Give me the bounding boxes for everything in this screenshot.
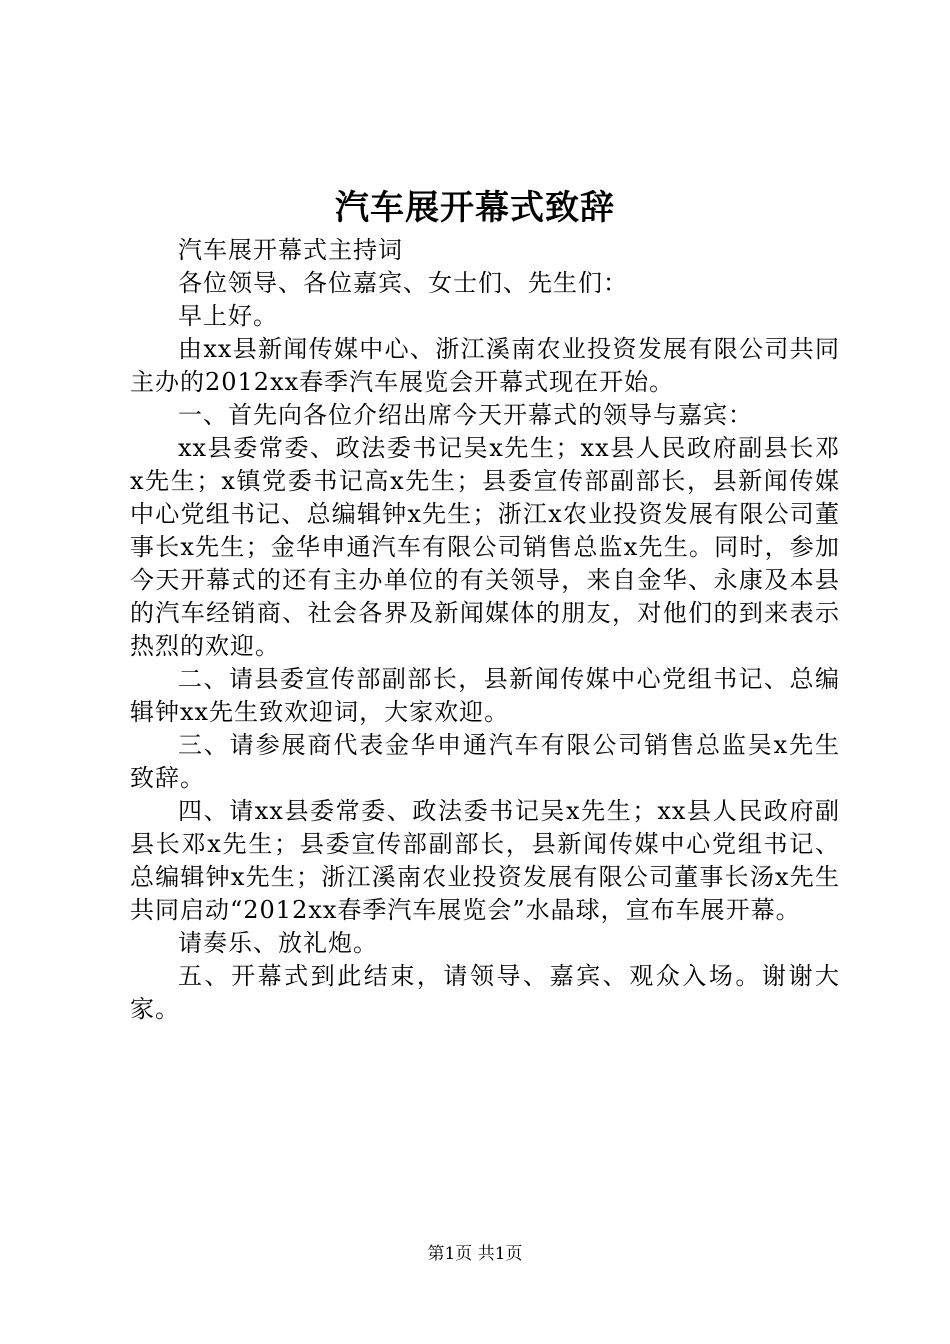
document-title: 汽车展开幕式致辞 (335, 188, 615, 228)
paragraph: 二、请县委宣传部副部长，县新闻传媒中心党组书记、总编辑钟xx先生致欢迎词，大家欢迎。 (130, 665, 840, 726)
paragraph: 一、首先向各位介绍出席今天开幕式的领导与嘉宾： (178, 401, 753, 429)
paragraph: 三、请参展商代表金华申通汽车有限公司销售总监吴x先生致辞。 (130, 731, 840, 792)
paragraph: 四、请xx县委常委、政法委书记吴x先生；xx县人民政府副县长邓x先生；县委宣传部副部长，县新闻传媒中心党组书记、总编辑钟x先生；浙江溪南农业投资发展有限公司董事长汤x先生共同启动“2012xx春季汽车展览会”水晶球，宣布车展开幕。 (130, 797, 840, 924)
paragraph: 汽车展开幕式主持词 (178, 236, 403, 264)
paragraph: 各位领导、各位嘉宾、女士们、先生们： (178, 269, 628, 297)
paragraph: 请奏乐、放礼炮。 (178, 929, 378, 957)
page-footer: 第1页 共1页 (427, 1244, 523, 1264)
paragraph: 五、开幕式到此结束，请领导、嘉宾、观众入场。谢谢大家。 (130, 962, 840, 1023)
paragraph: 早上好。 (178, 302, 278, 330)
paragraph: xx县委常委、政法委书记吴x先生；xx县人民政府副县长邓x先生；x镇党委书记高x先生；县委宣传部副部长，县新闻传媒中心党组书记、总编辑钟x先生；浙江x农业投资发展有限公司董事长x先生；金华申通汽车有限公司销售总监x先生。同时，参加今天开幕式的还有主办单位的有关领导，来自金华、永康及本县的汽车经销商、社会各界及新闻媒体的朋友，对他们的到来表示热烈的欢迎。 (130, 434, 840, 660)
document-body (130, 234, 840, 1026)
paragraph: 由xx县新闻传媒中心、浙江溪南农业投资发展有限公司共同主办的2012xx春季汽车展览会开幕式现在开始。 (130, 335, 840, 396)
